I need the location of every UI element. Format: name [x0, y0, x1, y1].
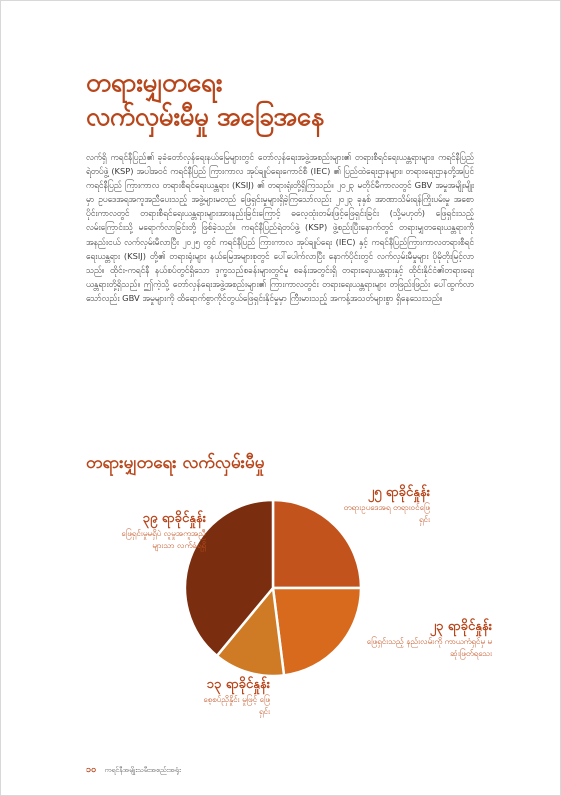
- footer: [86, 764, 181, 777]
- slice-label-no-resolution-pct: ၃၉ ရာခိုင်နှုန်း: [142, 511, 206, 526]
- slice-label-undecided-pct: ၂၃ ရာခိုင်နှုန်း: [429, 619, 492, 634]
- slice-label-mediation: [170, 676, 270, 718]
- page-title-line2: လက်လှမ်းမီမှု အခြေအနေ: [86, 102, 324, 132]
- slice-label-legal: [300, 484, 430, 526]
- slice-label-mediation-desc: စေ့စပ်ညှိနှိုင်း မှုဖြင့် ဖြေရှင်း: [203, 695, 270, 716]
- slice-label-legal-pct: ၂၅ ရာခိုင်နှုန်း: [367, 485, 430, 500]
- slice-label-undecided: [330, 618, 492, 660]
- chart-section-title: တရားမျှတရေး လက်လှမ်းမီမှု: [86, 453, 265, 473]
- page-title-line1: တရားမျှတရေး: [86, 68, 222, 98]
- footer-text: ကရင်နီအမျိုးသမီးအစည်းအရုံး: [104, 766, 181, 774]
- page-number: ၁၀: [86, 765, 97, 775]
- slice-label-undecided-desc: ဖြေရှင်းသည့် နည်းလမ်းကို ကာယကံရှင်မှ မဆုံးဖြတ်ရသေး: [366, 637, 492, 658]
- body-paragraph: လက်ရှိ ကရင်နီပြည်၏ ခုခံတော်လှန်ရေးနယ်မြေများတွင် တော်လှန်ရေးအဖွဲ့အစည်းများ၏ တရားစီရင်ရေးယန္တရားများ၊ ကရင်နီပြည်ရဲတပ်ဖွဲ့ (KSP) အပါအဝင် ကရင်နီပြည် ကြားကာလ အုပ်ချုပ်ရေးကောင်စီ (IEC) ၏ ပြည်ထဲရေးဌာနများ၊ တရားရေးဌာနတို့အပြင် ကရင်နီပြည် ကြားကာလ တရားစီရင်ရေးယန္တရား (KSIJ) ၏ တရားရုံးတို့ရှိကြသည်။ ၂၀၂၃ မတိုင်မီကာလတွင် GBV အမှုအမျိုးမျိုးမှာ ဥပဒေအရအကူအညီပေးသည့် အဖွဲ့များမတည် ဖြေရှင်းမှုများရှိခဲ့ကြသော်လည်း ၂၀၂၃ ခုနှစ် အာဏာသိမ်းရန်ကြိုးပမ်းမှု အစောပိုင်းကာလတွင် တရားစီရင်ရေးယန္တရားများအားနည်းခြင်းကြောင့် ဓလေ့ထုံးတမ်းဖြင့်ဖြေရှင်းခြင်း (သို့မဟုတ်) ဖြေရှင်းသည့်လမ်းကြောင်းသို့ မရောက်လာခြင်းတို့ ဖြစ်ခဲ့သည်။ ကရင်နီပြည်ရဲတပ်ဖွဲ့ (KSP) ဖွဲ့စည်းပြီးနောက်တွင် တရားမျှတရေးယန္တရားကို အနည်းငယ် လက်လှမ်းမီလာပြီး ၂၀၂၅ တွင် ကရင်နီပြည် ကြားကာလ အုပ်ချုပ်ရေး (IEC) နှင့် ကရင်နီပြည်ကြားကာလတရားစီရင်ရေးယန္တရား (KSIJ) တို့၏ တရားရုံးများ နယ်မြေအများစုတွင် ပေါ်ပေါက်လာပြီး နောက်ပိုင်းတွင် လက်လှမ်းမီမှုများ ပိုမိုတိုးမြင့်လာသည်။ ထိုင်း-ကရင်နီ နယ်စပ်တွင်ရှိသော ဒုက္ခသည်စခန်းများတွင်မူ စခန်းအတွင်းရှိ တရားရေးယန္တရားနှင့် ထိုင်းနိုင်ငံ၏တရားရေး ယန္တရားတို့ရှိသည်။ ဤကဲ့သို့ တော်လှန်ရေးအဖွဲ့အစည်းများ၏ ကြားကာလတွင်း တရားရေးယန္တရားများ တဖြည်းဖြည်း ပေါ်ထွက်လာသော်လည်း GBV အမှုများကို ထိရောက်စွာကိုင်တွယ်ဖြေရှင်းနိုင်မှုမှာ ကြီးမားသည့် အကန့်အသတ်များစွာ ရှိနေသေးသည်။: [86, 152, 474, 303]
- slice-label-no-resolution-desc: ဖြေရှင်းမှုမရှိပဲ လူမှုအကူအညီများသာ လက်ခံရရှိ: [121, 529, 206, 550]
- slice-label-mediation-pct: ၁၃ ရာခိုင်နှုန်း: [206, 677, 270, 692]
- slice-label-no-resolution: [96, 510, 206, 552]
- slice-label-legal-desc: တရားဥပဒေအရ တရားဝင်ဖြေရှင်း: [343, 503, 430, 524]
